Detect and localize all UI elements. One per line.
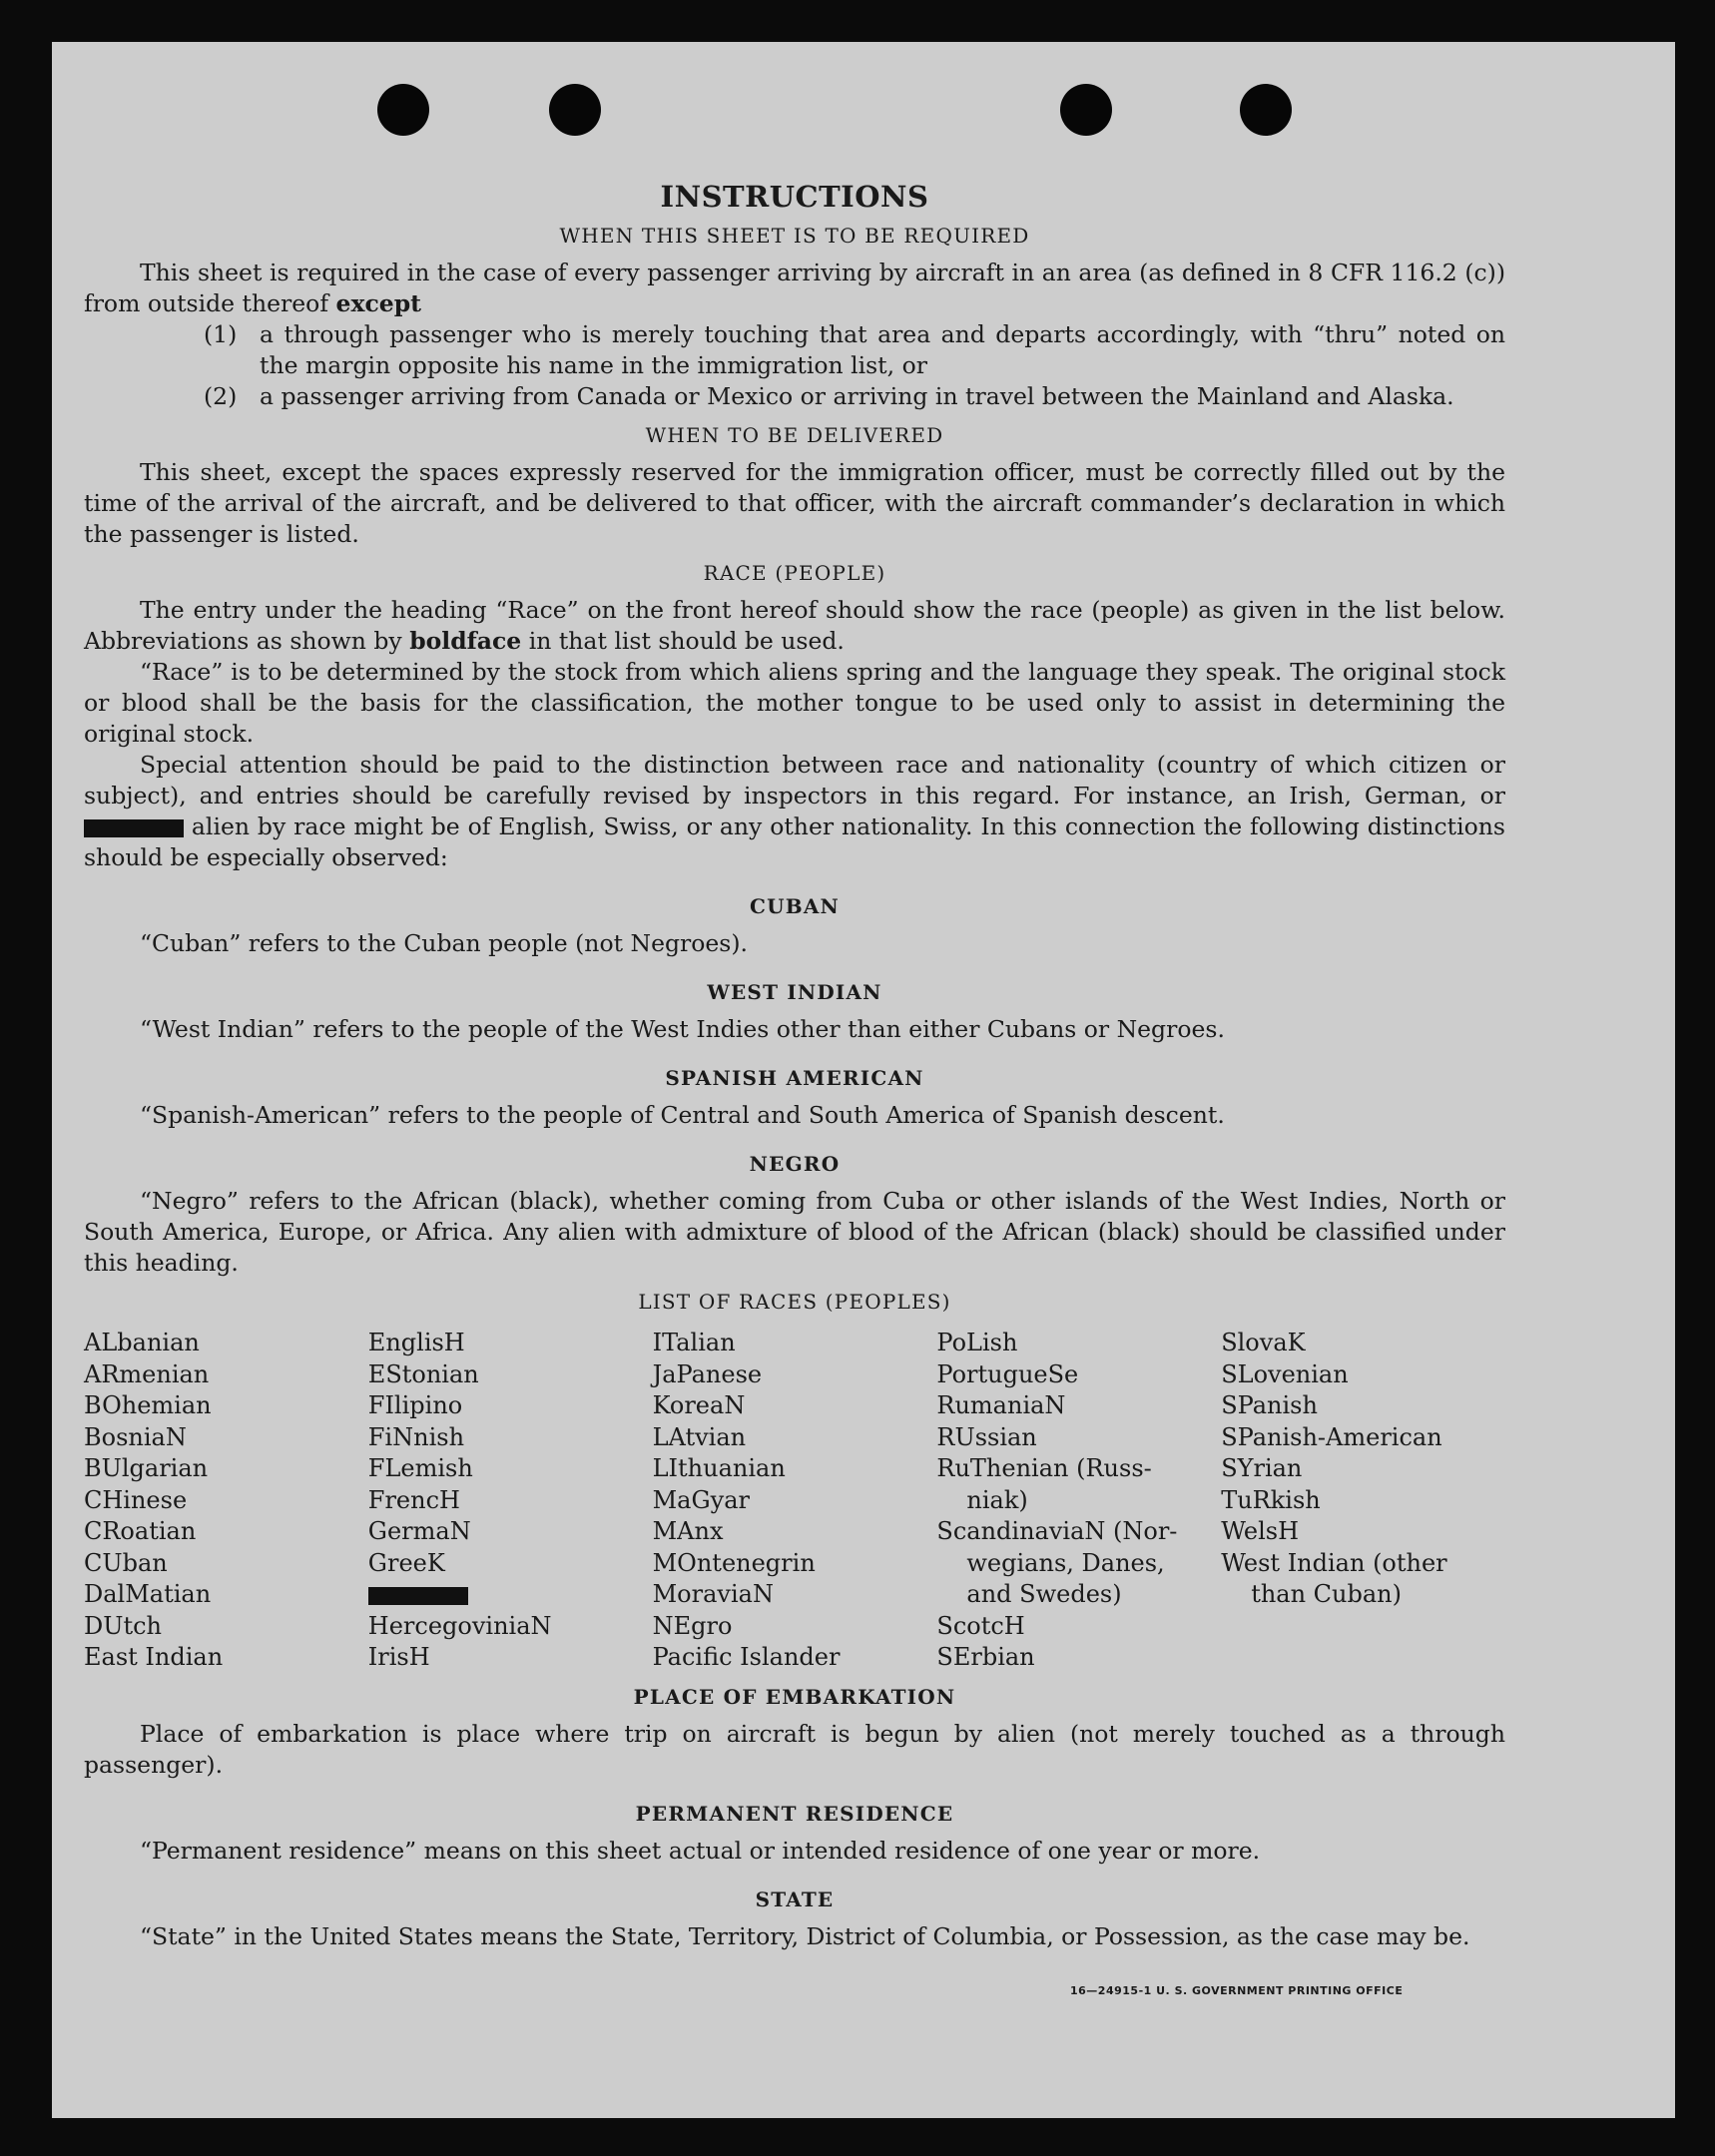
race-entry: RumaniaN [936, 1391, 1066, 1419]
race-entry: CHinese [84, 1485, 188, 1514]
race-entry-continued: niak) [966, 1485, 1028, 1514]
race-column [653, 1328, 937, 1674]
race-entry: RUssian [936, 1422, 1037, 1451]
exception-item: (2) a passenger arriving from Canada or Mexico or arriving in travel between the Mainland and Alaska. [204, 382, 1454, 410]
race-entry: DUtch [84, 1611, 163, 1640]
race-entry: GermaN [367, 1517, 471, 1545]
race-entry: Pacific Islander [652, 1643, 841, 1671]
when-delivered-text: This sheet, except the spaces expressly reserved for the immigration officer, must be correctly filled out by the time of the arrival of the aircraft, and be delivered to that officer, with the aircraft commander’s declaration in which the passenger is listed. [84, 458, 1505, 548]
negro-text: “Negro” refers to the African (black), whether coming from Cuba or other islands of the West Indies, North or South America, Europe, or Africa. Any alien with admixture of blood of the African (black) should be classified under this heading. [84, 1187, 1505, 1277]
race-entry: IrisH [367, 1643, 430, 1671]
heading-west-indian: WEST INDIAN [707, 980, 882, 1004]
heading-race: RACE (PEOPLE) [703, 561, 886, 585]
race-entry: LAtvian [652, 1422, 747, 1451]
race-entry: West Indian (other [1221, 1548, 1447, 1577]
race-list [84, 1328, 1505, 1674]
race-entry: MAnx [652, 1517, 724, 1545]
race-entry: FrencH [367, 1485, 460, 1514]
race-entry: SErbian [936, 1643, 1035, 1671]
heading-list-of-races: LIST OF RACES (PEOPLES) [638, 1290, 951, 1314]
punch-hole [377, 84, 429, 136]
race-entry: SPanish [1221, 1391, 1318, 1419]
race-entry: KoreaN [652, 1391, 746, 1419]
race-column [84, 1328, 368, 1674]
race-entry: MoraviaN [652, 1580, 774, 1608]
race-entry-continued: wegians, Danes, [966, 1548, 1165, 1577]
race-entry: SYrian [1221, 1454, 1303, 1482]
west-indian-text: “West Indian” refers to the people of the West Indies other than either Cubans or Negroes. [140, 1015, 1225, 1043]
race-entry: EnglisH [367, 1329, 465, 1356]
race-entry-continued: and Swedes) [966, 1580, 1122, 1608]
heading-state: STATE [755, 1886, 835, 1911]
state-text: “State” in the United States means the State, Territory, District of Columbia, or Possession, as the case may be. [140, 1921, 1470, 1950]
when-required-intro: This sheet is required in the case of every passenger arriving by aircraft in an area (as defined in 8 CFR 116.2 (c)) from outside thereof except [84, 259, 1505, 317]
race-entry: FLemish [367, 1454, 473, 1482]
cuban-text: “Cuban” refers to the Cuban people (not Negroes). [140, 929, 749, 957]
race-entry: ScotcH [936, 1611, 1025, 1640]
race-entry: BUlgarian [84, 1454, 209, 1482]
heading-negro: NEGRO [749, 1152, 841, 1176]
race-entry-redacted [368, 1579, 653, 1611]
race-entry: PoLish [936, 1329, 1018, 1356]
heading-when-delivered: WHEN TO BE DELIVERED [645, 423, 944, 447]
race-entry: East Indian [84, 1643, 224, 1671]
race-entry: TuRkish [1221, 1485, 1321, 1514]
race-entry: ITalian [652, 1329, 736, 1356]
heading-cuban: CUBAN [749, 894, 841, 918]
redaction-mark [368, 1587, 468, 1605]
punch-hole [549, 84, 601, 136]
page-title: INSTRUCTIONS [660, 180, 929, 214]
heading-place-of-embarkation: PLACE OF EMBARKATION [633, 1684, 956, 1709]
race-entry: SPanish-American [1221, 1422, 1442, 1451]
race-entry: RuThenian (Russ- [936, 1454, 1152, 1482]
exception-item: (1) a through passenger who is merely touching that area and departs accordingly, with “thru” noted on the margin opposite his name in the immigration list, or [204, 320, 1505, 379]
instructions-content [84, 182, 1505, 1952]
heading-permanent-residence: PERMANENT RESIDENCE [635, 1801, 954, 1826]
race-entry: SlovaK [1221, 1329, 1306, 1356]
race-entry: ALbanian [84, 1329, 200, 1356]
race-paragraph-2: “Race” is to be determined by the stock from which aliens spring and the language they speak. The original stock or blood shall be the basis for the classification, the mother tongue to be used only to assist in determining the original stock. [84, 658, 1505, 748]
punch-hole [1240, 84, 1292, 136]
race-column [936, 1328, 1221, 1674]
race-entry: PortugueSe [936, 1359, 1079, 1388]
race-entry: ARmenian [84, 1359, 210, 1388]
race-entry: MaGyar [652, 1485, 750, 1514]
race-entry: FIlipino [367, 1391, 463, 1419]
punch-hole [1060, 84, 1112, 136]
race-entry: CRoatian [84, 1517, 197, 1545]
race-entry: LIthuanian [652, 1454, 786, 1482]
race-entry: BOhemian [84, 1391, 212, 1419]
race-entry: SLovenian [1221, 1359, 1349, 1388]
document-sheet [52, 42, 1675, 2118]
race-entry: ScandinaviaN (Nor- [936, 1517, 1178, 1545]
race-entry: BosniaN [84, 1422, 187, 1451]
race-entry-continued: than Cuban) [1251, 1580, 1402, 1608]
race-column [1221, 1328, 1505, 1674]
race-entry: FiNnish [367, 1422, 465, 1451]
race-entry: WelsH [1221, 1517, 1300, 1545]
redaction-mark [84, 819, 184, 837]
race-entry: EStonian [367, 1359, 479, 1388]
race-column [368, 1328, 653, 1674]
race-paragraph-3: Special attention should be paid to the distinction between race and nationality (country of which citizen or subject), and entries should be carefully revised by inspectors in this regard. For instance, an Irish, German, or alien by race might be of English, Swiss, or any other nationality. In this connection the following distinctions should be especially observed: [84, 751, 1505, 871]
race-entry: HercegoviniaN [367, 1611, 552, 1640]
race-entry: NEgro [652, 1611, 733, 1640]
race-entry: JaPanese [652, 1359, 763, 1388]
permanent-residence-text: “Permanent residence” means on this sheet actual or intended residence of one year or more. [140, 1836, 1261, 1865]
race-entry: CUban [84, 1548, 168, 1577]
heading-when-required: WHEN THIS SHEET IS TO BE REQUIRED [559, 224, 1030, 248]
race-entry: GreeK [367, 1548, 445, 1577]
heading-spanish-american: SPANISH AMERICAN [665, 1066, 924, 1090]
race-paragraph-1: The entry under the heading “Race” on the front hereof should show the race (people) as given in the list below. Abbreviations as shown by boldface in that list should be used. [84, 596, 1505, 655]
place-of-embarkation-text: Place of embarkation is place where trip on aircraft is begun by alien (not merely touched as a through passenger). [84, 1719, 1505, 1779]
printer-mark: 16—24915-1 U. S. GOVERNMENT PRINTING OFFICE [1070, 1984, 1404, 1997]
race-entry: MOntenegrin [652, 1548, 816, 1577]
race-entry: DalMatian [84, 1580, 212, 1608]
spanish-american-text: “Spanish-American” refers to the people of Central and South America of Spanish descent. [140, 1101, 1225, 1129]
